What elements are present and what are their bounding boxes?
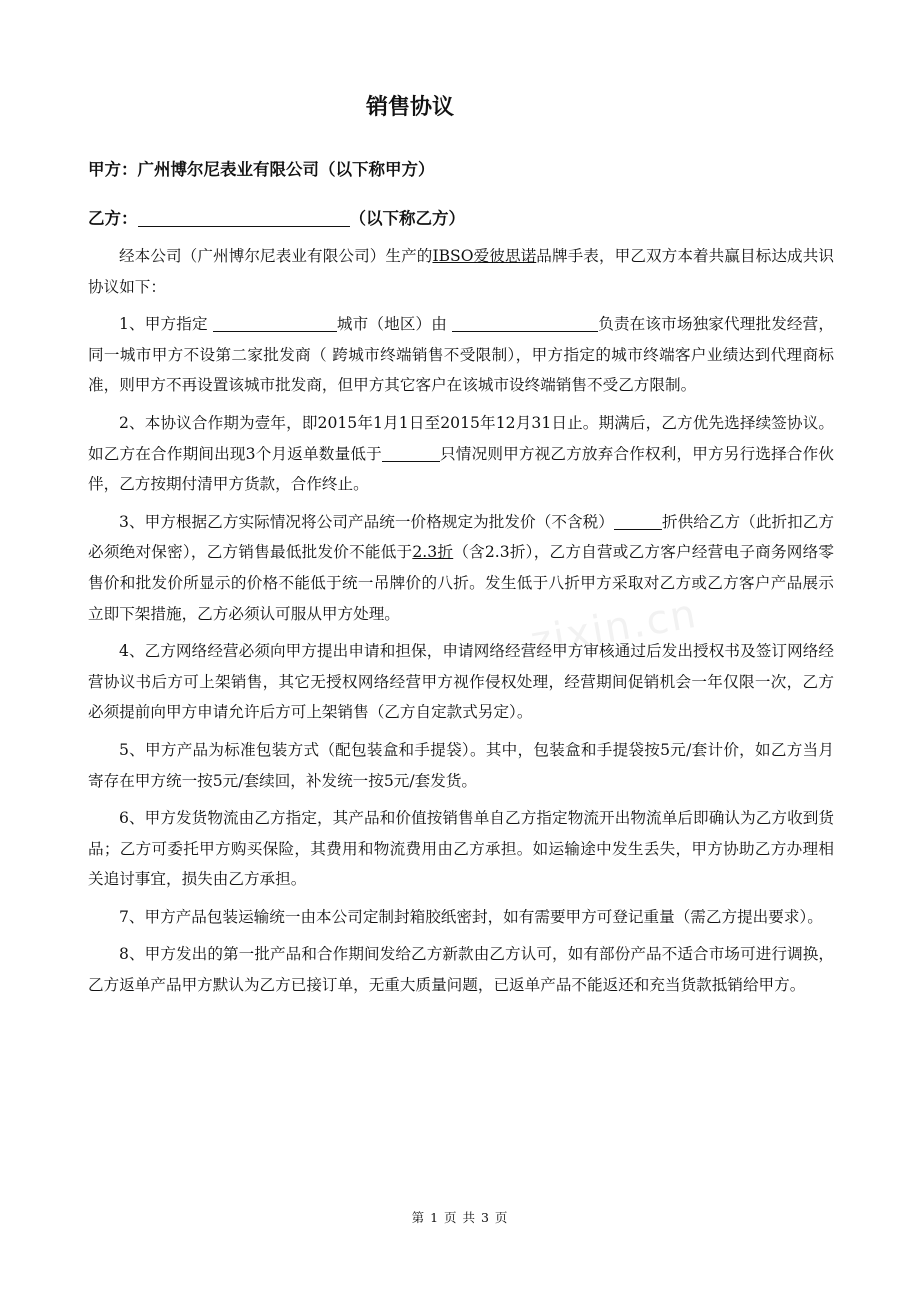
clause-3 (88, 507, 834, 629)
clause-4: 4、乙方网络经营必须向甲方提出申请和担保，申请网络经营经甲方审核通过后发出授权书及签订网络经营协议书后方可上架销售，其它无授权网络经营甲方视作侵权处理，经营期间促销机会一年仅限一次，乙方必须提前向甲方申请允许后方可上架销售（乙方自定款式另定）。 (88, 642, 834, 722)
party-a-line: 甲方：广州博尔尼表业有限公司（以下称甲方） (88, 160, 435, 179)
brand-name: IBSO爱彼思诺 (432, 247, 537, 265)
intro-after: 品牌手表，甲乙双方本着共赢目标达成共识协议如下： (88, 247, 834, 296)
clause-3-part-1: 3、甲方根据乙方实际情况将公司产品统一价格规定为批发价（不含税） (119, 512, 614, 531)
clause-6: 6、甲方发货物流由乙方指定，其产品和价值按销售单自乙方指定物流开出物流单后即确认为乙方收到货品；乙方可委托甲方购买保险，其费用和物流费用由乙方承担。如运输途中发生丢失，甲方协助乙方办理相关追讨事宜，损失由乙方承担。 (88, 809, 834, 889)
clause-7: 7、甲方产品包装运输统一由本公司定制封箱胶纸密封，如有需要甲方可登记重量（需乙方提出要求）。 (119, 907, 823, 926)
clause-2-part-1: 2、本协议合作期为壹年，即2015年1月1日至2015年12月31日止。期满后，乙方优先选择续签协议。如乙方在合作期间出现3个月返单数量低于 (88, 413, 834, 463)
intro-paragraph (88, 241, 834, 302)
discount-blank (614, 511, 662, 530)
clause-2 (88, 408, 834, 500)
clause-3-part-3: （含2.3折），乙方自营或乙方客户经营电子商务网络零售价和批发价所显示的价格不能低于统一吊牌价的八折。发生低于八折甲方采取对乙方或乙方客户产品展示立即下架措施，乙方必须认可服从甲方处理。 (88, 543, 834, 623)
clause-8: 8、甲方发出的第一批产品和合作期间发给乙方新款由乙方认可，如有部份产品不适合市场可进行调换，乙方返单产品甲方默认为乙方已接订单，无重大质量问题，已返单产品不能返还和充当货款抵销给甲方。 (88, 945, 834, 995)
minimum-discount: 2.3折 (412, 543, 454, 562)
clause-1-part-2: 城市（地区）由 (336, 315, 453, 334)
document-body (88, 241, 834, 1008)
clause-1-part-3: 负责在该市场独家代理批发经营，同一城市甲方不设第二家批发商（ 跨城市终端销售不受限制），甲方指定的城市终端客户业绩达到代理商标准，则甲方不再设置该城市批发商，但甲方其它客户在该城市设终端销售不受乙方限制。 (88, 315, 834, 395)
watermark: zixin.cn (527, 590, 702, 666)
party-b-suffix: （以下称乙方） (349, 209, 465, 228)
city-blank (213, 313, 337, 332)
intro-before: 经本公司（广州博尔尼表业有限公司）生产的 (119, 247, 433, 265)
party-b-blank (138, 208, 350, 227)
clause-1 (88, 309, 834, 401)
clause-2-part-2: 只情况则甲方视乙方放弃合作权利，甲方另行选择合作伙伴，乙方按期付清甲方货款，合作终止。 (88, 444, 834, 494)
clause-1-part-1: 1、甲方指定 (119, 315, 213, 334)
quantity-blank (382, 443, 440, 462)
clause-5: 5、甲方产品为标准包装方式（配包装盒和手提袋）。其中，包装盒和手提袋按5元/套计价，如乙方当月寄存在甲方统一按5元/套续回，补发统一按5元/套发货。 (88, 740, 834, 790)
party-b-label: 乙方： (88, 209, 138, 228)
party-b-line (88, 205, 465, 229)
distributor-blank (452, 313, 598, 332)
clause-3-part-2: 折供给乙方（此折扣乙方必须绝对保密），乙方销售最低批发价不能低于 (88, 512, 834, 562)
document-title: 销售协议 (365, 95, 454, 120)
page-footer: 第 1 页 共 3 页 (411, 1210, 509, 1225)
